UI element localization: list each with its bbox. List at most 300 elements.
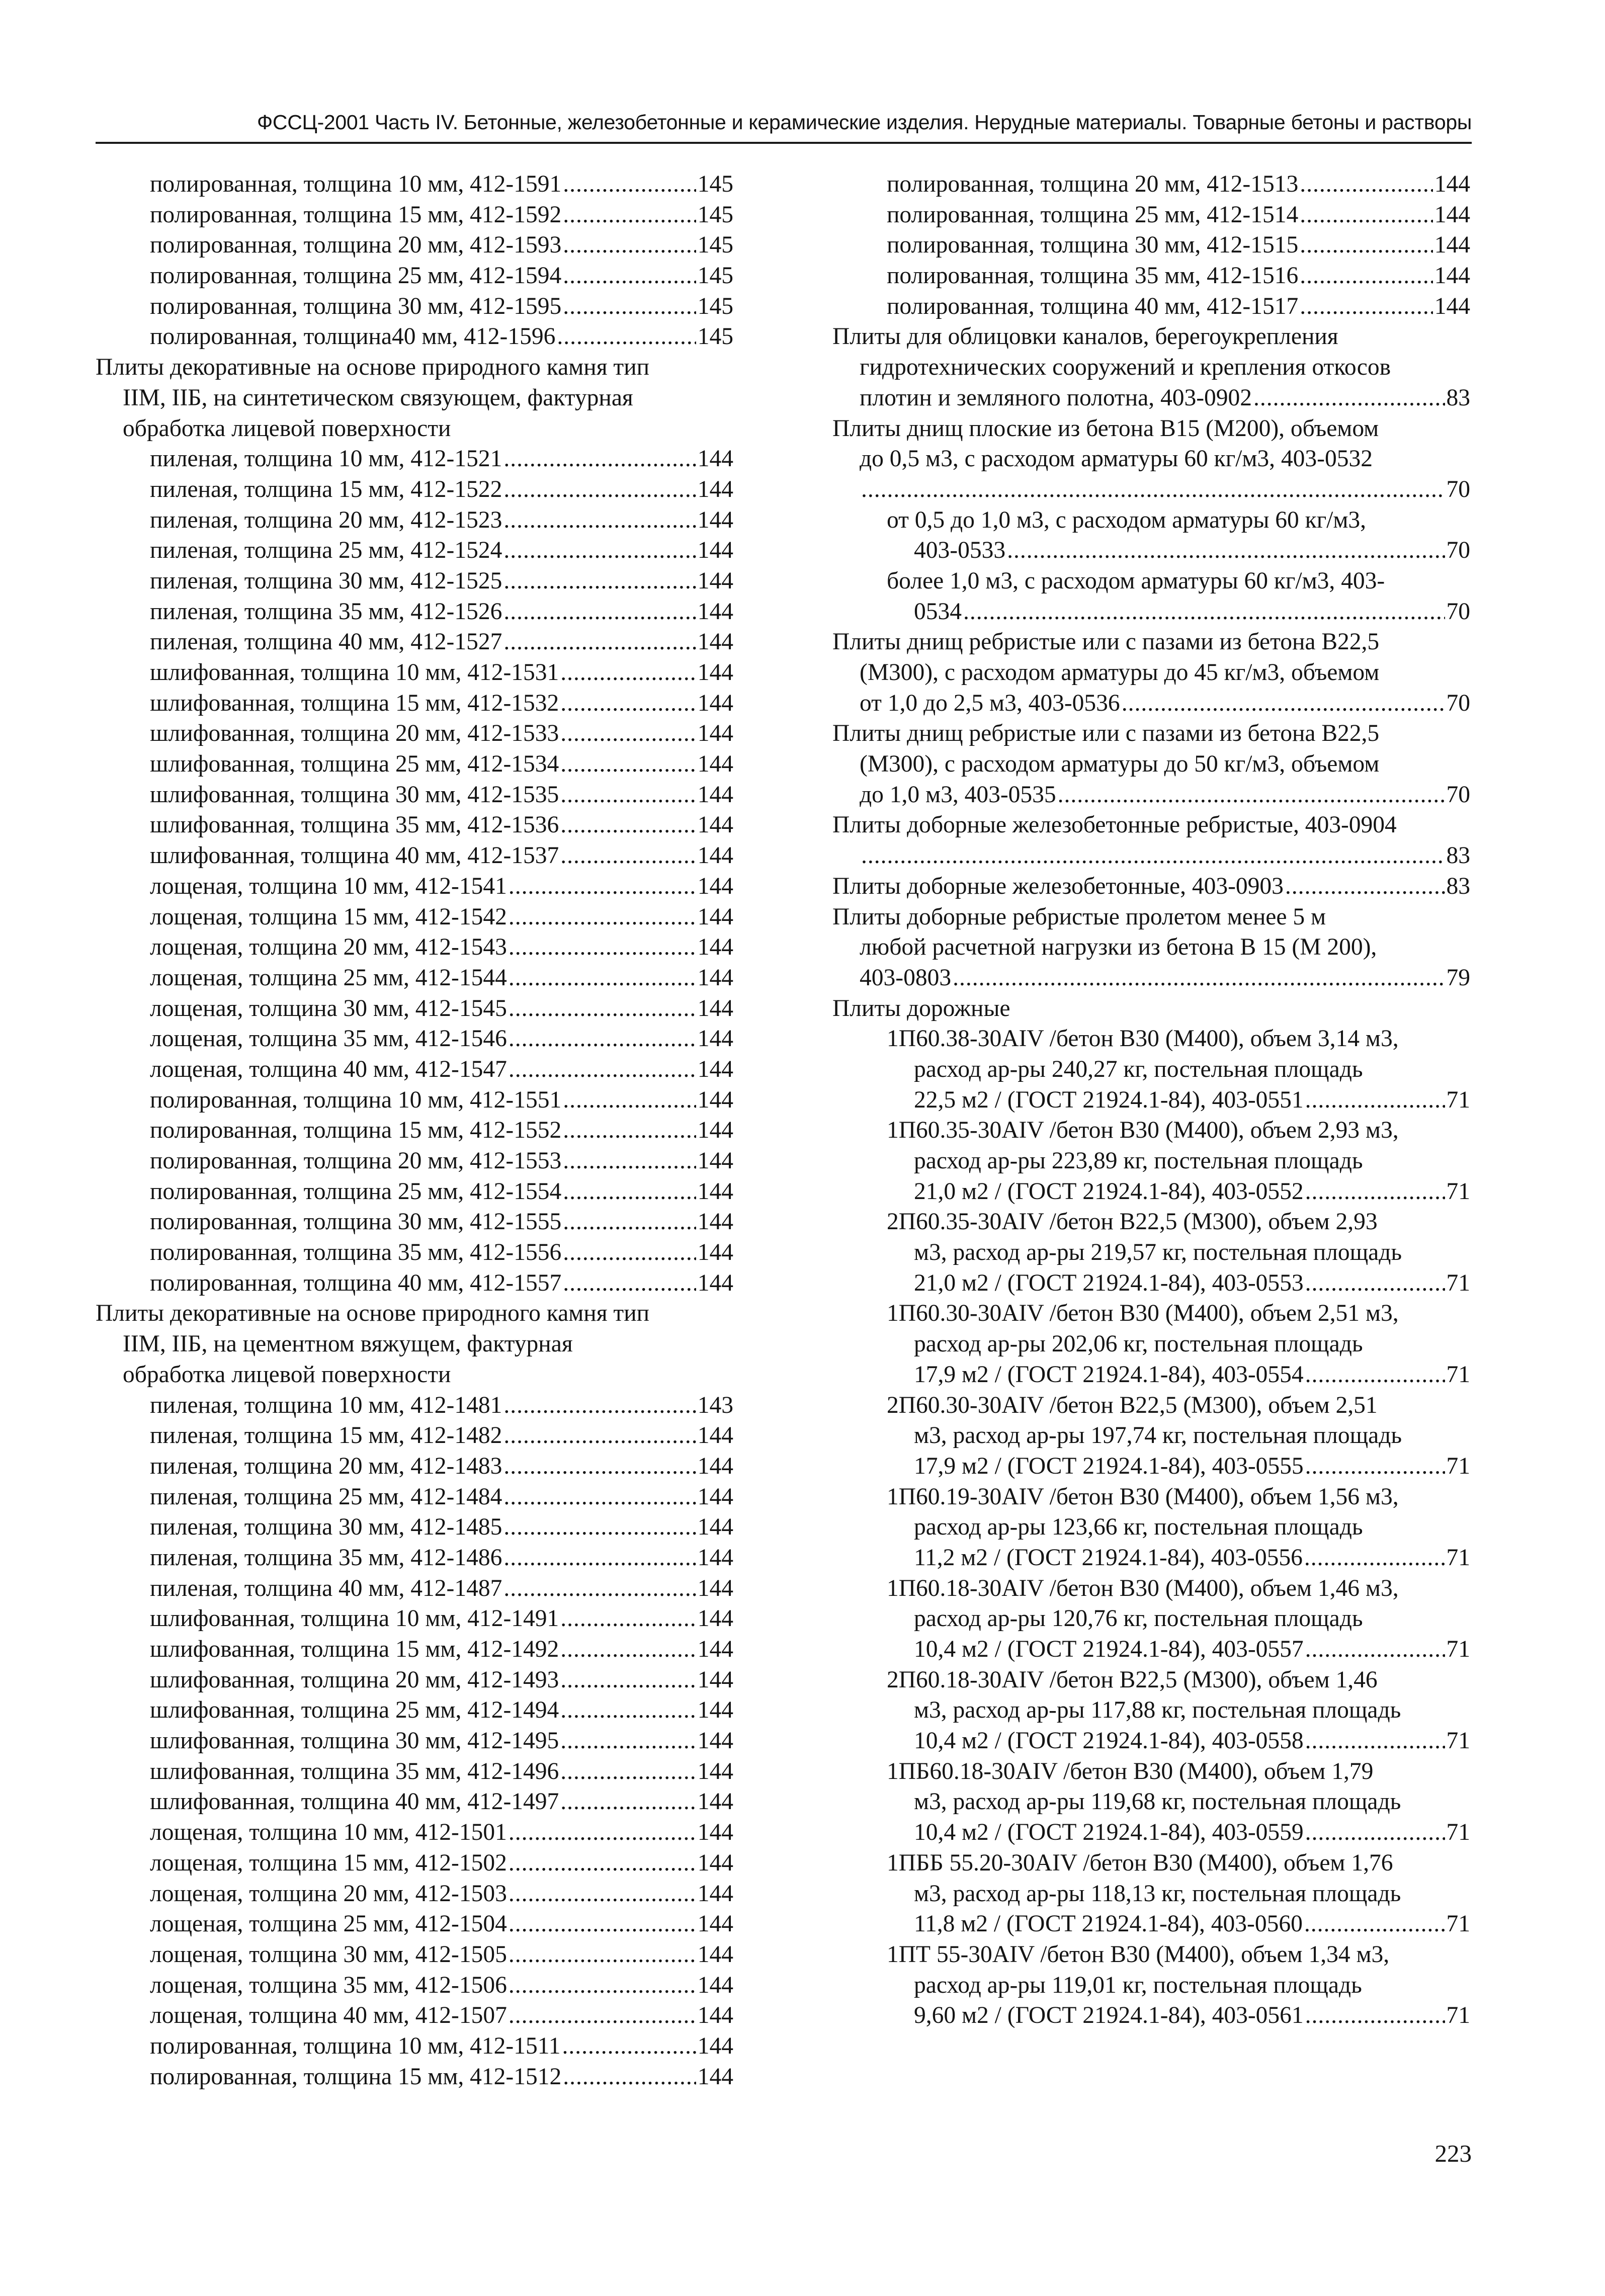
index-entry-text [832, 566, 1470, 597]
dot-leader [1007, 535, 1445, 566]
index-entry-text [832, 352, 1470, 383]
dot-leader [509, 902, 696, 932]
entry-text: лощеная, толщина 25 мм, 412-1544 [150, 964, 507, 991]
index-entry [96, 321, 733, 352]
entry-text: пиленая, толщина 20 мм, 412-1523 [150, 506, 502, 533]
entry-text: 1ПТ 55-30AIV /бетон В30 (М400), объем 1,34 м3, [887, 1941, 1390, 1968]
index-entry [96, 1420, 733, 1451]
entry-page-number: 144 [697, 537, 733, 564]
entry-text: пиленая, толщина 25 мм, 412-1484 [150, 1483, 502, 1510]
index-entry [96, 1054, 733, 1085]
entry-text: лощеная, толщина 30 мм, 412-1505 [150, 1941, 507, 1968]
index-entry-text [832, 810, 1470, 840]
dot-leader [563, 1176, 696, 1207]
dot-leader [963, 597, 1445, 627]
index-entry-text [832, 1115, 1470, 1146]
entry-page-number: 144 [697, 1728, 733, 1754]
dot-leader [503, 1451, 696, 1482]
index-entry [96, 1207, 733, 1237]
entry-text: полированная, толщина 40 мм, 412-1517 [887, 293, 1299, 319]
index-entry [96, 810, 733, 840]
entry-text: пиленая, толщина 25 мм, 412-1524 [150, 537, 502, 564]
entry-text: 10,4 м2 / (ГОСТ 21924.1-84), 403-0558 [914, 1728, 1304, 1754]
dot-leader [563, 1146, 696, 1176]
index-entry [96, 1451, 733, 1482]
entry-text: Плиты декоративные на основе природного камня тип [96, 354, 650, 381]
entry-text: пиленая, толщина 40 мм, 412-1487 [150, 1575, 502, 1601]
dot-leader [1300, 230, 1433, 261]
entry-page-number: 144 [697, 842, 733, 869]
entry-text: Плиты декоративные на основе природного камня тип [96, 1300, 650, 1327]
entry-page-number: 144 [697, 567, 733, 594]
index-entry-text [832, 1939, 1470, 1970]
index-entry [96, 1756, 733, 1787]
index-entry [832, 535, 1470, 566]
index-entry-text [832, 1665, 1470, 1695]
dot-leader [560, 1695, 696, 1726]
dot-leader [503, 505, 696, 536]
index-entry-text [832, 627, 1470, 657]
entry-text: лощеная, толщина 20 мм, 412-1503 [150, 1880, 507, 1907]
index-entry [96, 902, 733, 932]
dot-leader [1122, 688, 1445, 719]
index-entry-text [832, 1879, 1470, 1909]
index-entry [96, 1573, 733, 1604]
entry-page-number: 144 [697, 2063, 733, 2090]
index-entry-text [832, 1573, 1470, 1604]
index-entry [832, 1359, 1470, 1390]
entry-page-number: 144 [697, 812, 733, 838]
entry-page-number: 144 [697, 1697, 733, 1724]
entry-text: полированная, толщина 15 мм, 412-1552 [150, 1117, 562, 1144]
dot-leader [560, 688, 696, 719]
entry-text: пиленая, толщина 35 мм, 412-1526 [150, 598, 502, 625]
dot-leader [560, 657, 696, 688]
index-entry [96, 1176, 733, 1207]
index-entry [96, 688, 733, 719]
dot-leader [1300, 169, 1433, 200]
dot-leader [503, 1573, 696, 1604]
dot-leader [503, 627, 696, 657]
dot-leader [1305, 1451, 1445, 1482]
dot-leader [509, 932, 696, 963]
entry-text: полированная, толщина 30 мм, 412-1515 [887, 232, 1299, 259]
index-entry-text [832, 1848, 1470, 1879]
index-entry-text [832, 1756, 1470, 1787]
dot-leader [563, 2062, 696, 2092]
index-entry [96, 261, 733, 291]
header-rule [96, 142, 1472, 144]
index-entry [96, 1085, 733, 1116]
dot-leader [953, 963, 1445, 993]
entry-text: полированная, толщина 25 мм, 412-1554 [150, 1178, 562, 1205]
dot-leader [563, 169, 696, 200]
index-entry [832, 1176, 1470, 1207]
entry-text: 9,60 м2 / (ГОСТ 21924.1-84), 403-0561 [914, 2002, 1304, 2029]
index-entry [96, 200, 733, 230]
running-header: ФССЦ-2001 Часть IV. Бетонные, железобетонные и керамические изделия. Нерудные материалы. Товарные бетоны и растворы [257, 111, 1472, 134]
index-entry [96, 1024, 733, 1054]
dot-leader [560, 1665, 696, 1695]
entry-text: шлифованная, толщина 30 мм, 412-1495 [150, 1728, 559, 1754]
entry-page-number: 144 [697, 446, 733, 472]
entry-page-number: 144 [697, 995, 733, 1022]
entry-page-number: 70 [1446, 476, 1470, 502]
index-entry-text [96, 1329, 733, 1359]
entry-page-number: 144 [697, 2002, 733, 2029]
entry-text: 2П60.18-30AIV /бетон В22,5 (М300), объем 1,46 [887, 1666, 1378, 1693]
index-entry-text [96, 352, 733, 383]
entry-page-number: 144 [697, 690, 733, 716]
index-entry-text [832, 444, 1470, 474]
entry-text: 403-0803 [860, 964, 952, 991]
entry-text: обработка лицевой поверхности [123, 1361, 451, 1388]
entry-text: 10,4 м2 / (ГОСТ 21924.1-84), 403-0557 [914, 1636, 1304, 1662]
entry-page-number: 83 [1446, 842, 1470, 869]
dot-leader [560, 1756, 696, 1787]
entry-text: до 0,5 м3, с расходом арматуры 60 кг/м3, 403-0532 [860, 446, 1373, 472]
entry-text: м3, расход ар-ры 219,57 кг, постельная площадь [914, 1239, 1402, 1266]
entry-page-number: 144 [697, 1514, 733, 1541]
entry-text: расход ар-ры 120,76 кг, постельная площадь [914, 1605, 1363, 1632]
index-entry [96, 1879, 733, 1909]
index-entry [96, 2031, 733, 2062]
index-entry [96, 169, 733, 200]
index-entry-text [832, 1603, 1470, 1634]
index-entry [832, 871, 1470, 902]
entry-page-number: 144 [697, 1789, 733, 1815]
dot-leader [560, 810, 696, 840]
entry-text: IIM, IIБ, на синтетическом связующем, фактурная [123, 384, 633, 411]
entry-page-number: 145 [697, 323, 733, 350]
index-entry-text [832, 1054, 1470, 1085]
entry-text: 1П60.38-30AIV /бетон В30 (М400), объем 3,14 м3, [887, 1026, 1399, 1052]
dot-leader [509, 1848, 696, 1879]
entry-text: лощеная, толщина 30 мм, 412-1545 [150, 995, 507, 1022]
entry-page-number: 144 [697, 964, 733, 991]
entry-text: расход ар-ры 240,27 кг, постельная площадь [914, 1056, 1363, 1082]
entry-text: 10,4 м2 / (ГОСТ 21924.1-84), 403-0559 [914, 1819, 1304, 1846]
entry-page-number: 71 [1446, 1911, 1470, 1937]
page-number: 223 [1434, 2140, 1472, 2167]
entry-text: 22,5 м2 / (ГОСТ 21924.1-84), 403-0551 [914, 1086, 1304, 1113]
entry-page-number: 71 [1446, 1269, 1470, 1296]
index-entry [96, 566, 733, 597]
dot-leader [563, 1115, 696, 1146]
entry-page-number: 70 [1446, 537, 1470, 564]
dot-leader [509, 1939, 696, 1970]
entry-page-number: 144 [697, 1056, 733, 1082]
dot-leader [509, 993, 696, 1024]
index-entry-text [832, 413, 1470, 444]
dot-leader [563, 1207, 696, 1237]
entry-page-number: 145 [697, 171, 733, 197]
entry-text: (М300), с расходом арматуры до 45 кг/м3, объемом [860, 659, 1380, 686]
index-entry [96, 657, 733, 688]
index-entry-text [832, 657, 1470, 688]
index-entry [832, 780, 1470, 810]
entry-page-number: 70 [1446, 781, 1470, 808]
entry-page-number: 70 [1446, 598, 1470, 625]
index-entry-text [832, 1512, 1470, 1543]
entry-text: плотин и земляного полотна, 403-0902 [860, 384, 1252, 411]
entry-text: полированная, толщина 35 мм, 412-1516 [887, 263, 1299, 289]
dot-leader [1305, 1085, 1445, 1116]
entry-page-number: 144 [697, 1880, 733, 1907]
entry-page-number: 144 [697, 506, 733, 533]
entry-text: Плиты доборные железобетонные ребристые, 403-0904 [832, 812, 1397, 838]
entry-text: шлифованная, толщина 35 мм, 412-1496 [150, 1758, 559, 1784]
dot-leader [1305, 1817, 1445, 1848]
entry-text: Плиты для облицовки каналов, берегоукрепления [832, 323, 1338, 350]
index-entry [832, 1634, 1470, 1665]
index-entry-text [832, 1390, 1470, 1421]
dot-leader [1305, 1176, 1445, 1207]
entry-text: м3, расход ар-ры 197,74 кг, постельная площадь [914, 1422, 1402, 1449]
dot-leader [1300, 200, 1433, 230]
index-entry [96, 749, 733, 780]
entry-text: от 0,5 до 1,0 м3, с расходом арматуры 60 кг/м3, [887, 506, 1367, 533]
index-entry [96, 1787, 733, 1817]
entry-page-number: 71 [1446, 1361, 1470, 1388]
entry-page-number: 144 [697, 1636, 733, 1662]
index-entry [832, 2000, 1470, 2031]
dot-leader [1253, 383, 1445, 413]
entry-text: шлифованная, толщина 25 мм, 412-1494 [150, 1697, 559, 1724]
entry-text: пиленая, толщина 15 мм, 412-1482 [150, 1422, 502, 1449]
entry-text: полированная, толщина 10 мм, 412-1511 [150, 2032, 561, 2059]
dot-leader [503, 1512, 696, 1543]
entry-page-number: 144 [697, 720, 733, 747]
dot-leader [563, 1085, 696, 1116]
index-entry [832, 261, 1470, 291]
entry-text: Плиты доборные ребристые пролетом менее 5 м [832, 903, 1326, 930]
entry-page-number: 144 [697, 1941, 733, 1968]
index-entry-text [832, 1207, 1470, 1237]
index-entry [96, 2000, 733, 2031]
entry-page-number: 144 [1434, 171, 1470, 197]
dot-leader [1300, 261, 1433, 291]
dot-leader [509, 1970, 696, 2001]
dot-leader [1305, 1726, 1445, 1756]
index-entry [96, 1603, 733, 1634]
entry-text: Плиты дорожные [832, 995, 1010, 1022]
index-entry [832, 597, 1470, 627]
entry-page-number: 71 [1446, 1728, 1470, 1754]
dot-leader [509, 871, 696, 902]
dot-leader [563, 200, 696, 230]
index-entry [96, 1482, 733, 1512]
index-entry [96, 1909, 733, 1939]
entry-page-number: 70 [1446, 690, 1470, 716]
entry-text: 0534 [914, 598, 962, 625]
index-entry-text [832, 902, 1470, 932]
index-column-left [96, 169, 733, 2092]
entry-text: полированная, толщина 30 мм, 412-1555 [150, 1209, 562, 1235]
index-entry [832, 291, 1470, 322]
index-entry [96, 474, 733, 505]
index-entry-text [832, 1695, 1470, 1726]
index-entry [832, 230, 1470, 261]
entry-text: шлифованная, толщина 40 мм, 412-1497 [150, 1789, 559, 1815]
entry-text: полированная, толщина40 мм, 412-1596 [150, 323, 556, 350]
dot-leader [503, 566, 696, 597]
index-entry [832, 1909, 1470, 1939]
entry-text: 21,0 м2 / (ГОСТ 21924.1-84), 403-0552 [914, 1178, 1304, 1205]
entry-page-number: 144 [697, 2032, 733, 2059]
dot-leader [563, 261, 696, 291]
index-entry [96, 1695, 733, 1726]
entry-page-number: 144 [697, 1178, 733, 1205]
index-entry [832, 1085, 1470, 1116]
entry-page-number: 144 [697, 1269, 733, 1296]
index-entry-text [832, 1298, 1470, 1329]
entry-page-number: 144 [697, 1453, 733, 1479]
index-entry [96, 1848, 733, 1879]
dot-leader [503, 444, 696, 474]
entry-text: лощеная, толщина 35 мм, 412-1546 [150, 1026, 507, 1052]
entry-page-number: 144 [697, 1819, 733, 1846]
entry-text: лощеная, толщина 40 мм, 412-1547 [150, 1056, 507, 1082]
entry-text: лощеная, толщина 40 мм, 412-1507 [150, 2002, 507, 2029]
index-entry-text [832, 1970, 1470, 2001]
entry-page-number: 144 [697, 1026, 733, 1052]
entry-page-number: 144 [697, 1209, 733, 1235]
entry-page-number: 144 [1434, 201, 1470, 228]
entry-page-number: 144 [697, 629, 733, 655]
dot-leader [1305, 1268, 1445, 1299]
index-entry [96, 1726, 733, 1756]
entry-text: полированная, толщина 25 мм, 412-1514 [887, 201, 1299, 228]
entry-text: лощеная, толщина 10 мм, 412-1501 [150, 1819, 507, 1846]
entry-page-number: 145 [697, 293, 733, 319]
entry-text: Плиты днищ плоские из бетона В15 (М200), объемом [832, 415, 1379, 442]
index-entry [96, 1268, 733, 1299]
entry-text: пиленая, толщина 15 мм, 412-1522 [150, 476, 502, 502]
dot-leader [509, 1817, 696, 1848]
entry-text: полированная, толщина 15 мм, 412-1592 [150, 201, 562, 228]
entry-text: полированная, толщина 10 мм, 412-1551 [150, 1086, 562, 1113]
entry-text: пиленая, толщина 10 мм, 412-1521 [150, 446, 502, 472]
entry-page-number: 144 [697, 1422, 733, 1449]
index-entry [96, 1634, 733, 1665]
index-entry [96, 932, 733, 963]
dot-leader [509, 963, 696, 993]
index-entry [96, 1512, 733, 1543]
entry-text: полированная, толщина 20 мм, 412-1593 [150, 232, 562, 259]
entry-text: 1П60.18-30AIV /бетон В30 (М400), объем 1,46 м3, [887, 1575, 1399, 1601]
entry-text: шлифованная, толщина 40 мм, 412-1537 [150, 842, 559, 869]
entry-page-number: 144 [1434, 293, 1470, 319]
entry-text: любой расчетной нагрузки из бетона В 15 (М 200), [860, 934, 1377, 961]
entry-page-number: 144 [697, 1239, 733, 1266]
entry-text: 2П60.35-30AIV /бетон В22,5 (М300), объем 2,93 [887, 1209, 1378, 1235]
entry-text: расход ар-ры 223,89 кг, постельная площадь [914, 1148, 1363, 1174]
index-entry-text [96, 1298, 733, 1329]
dot-leader [1058, 780, 1445, 810]
entry-text: шлифованная, толщина 15 мм, 412-1492 [150, 1636, 559, 1662]
entry-page-number: 144 [697, 1849, 733, 1876]
index-entry-text [832, 1329, 1470, 1359]
dot-leader [861, 474, 1445, 505]
entry-page-number: 145 [697, 201, 733, 228]
index-entry [832, 1726, 1470, 1756]
dot-leader [503, 474, 696, 505]
entry-text: 1ПББ 55.20-30AIV /бетон В30 (М400), объем 1,76 [887, 1849, 1393, 1876]
entry-text: гидротехнических сооружений и крепления откосов [860, 354, 1391, 381]
entry-text: 1П60.35-30AIV /бетон В30 (М400), объем 2,93 м3, [887, 1117, 1399, 1144]
dot-leader [563, 1268, 696, 1299]
index-entry [832, 200, 1470, 230]
entry-text: 403-0533 [914, 537, 1006, 564]
index-entry [96, 444, 733, 474]
entry-page-number: 144 [697, 1148, 733, 1174]
index-entry-text [832, 1146, 1470, 1176]
dot-leader [1304, 1909, 1445, 1939]
dot-leader [1300, 291, 1433, 322]
entry-text: шлифованная, толщина 10 мм, 412-1491 [150, 1605, 559, 1632]
entry-text: 17,9 м2 / (ГОСТ 21924.1-84), 403-0555 [914, 1453, 1304, 1479]
entry-text: Плиты днищ ребристые или с пазами из бетона В22,5 [832, 629, 1380, 655]
entry-page-number: 71 [1446, 1178, 1470, 1205]
index-entry [96, 627, 733, 657]
entry-text: полированная, толщина 20 мм, 412-1553 [150, 1148, 562, 1174]
index-entry-text [832, 993, 1470, 1024]
index-entry [96, 230, 733, 261]
index-entry [832, 688, 1470, 719]
index-entry-text [832, 749, 1470, 780]
index-entry-text [832, 718, 1470, 749]
entry-text: шлифованная, толщина 15 мм, 412-1532 [150, 690, 559, 716]
index-entry [96, 505, 733, 536]
entry-text: полированная, толщина 25 мм, 412-1594 [150, 263, 562, 289]
index-entry [832, 383, 1470, 413]
entry-page-number: 144 [697, 781, 733, 808]
entry-page-number: 83 [1446, 384, 1470, 411]
entry-text: лощеная, толщина 15 мм, 412-1542 [150, 903, 507, 930]
entry-text: шлифованная, толщина 20 мм, 412-1533 [150, 720, 559, 747]
dot-leader [562, 2031, 696, 2062]
dot-leader [563, 230, 696, 261]
index-entry [96, 1939, 733, 1970]
entry-text: полированная, толщина 30 мм, 412-1595 [150, 293, 562, 319]
entry-text: шлифованная, толщина 35 мм, 412-1536 [150, 812, 559, 838]
index-entry [96, 718, 733, 749]
entry-text: шлифованная, толщина 30 мм, 412-1535 [150, 781, 559, 808]
entry-page-number: 144 [697, 476, 733, 502]
entry-text: IIM, IIБ, на цементном вяжущем, фактурная [123, 1331, 573, 1357]
index-column-right [832, 169, 1470, 2031]
dot-leader [1304, 1543, 1445, 1573]
entry-page-number: 144 [697, 1483, 733, 1510]
index-entry-text [832, 1237, 1470, 1268]
entry-page-number: 145 [697, 232, 733, 259]
index-entry [832, 1543, 1470, 1573]
index-entry [96, 597, 733, 627]
dot-leader [560, 1726, 696, 1756]
entry-page-number: 144 [697, 659, 733, 686]
dot-leader [509, 2000, 696, 2031]
entry-text: расход ар-ры 202,06 кг, постельная площадь [914, 1331, 1363, 1357]
entry-page-number: 71 [1446, 1636, 1470, 1662]
entry-text: 1П60.30-30AIV /бетон В30 (М400), объем 2,51 м3, [887, 1300, 1399, 1327]
entry-text: Плиты доборные железобетонные, 403-0903 [832, 873, 1284, 899]
entry-page-number: 144 [697, 1117, 733, 1144]
entry-text: полированная, толщина 20 мм, 412-1513 [887, 171, 1299, 197]
entry-text: лощеная, толщина 25 мм, 412-1504 [150, 1911, 507, 1937]
entry-text: пиленая, толщина 35 мм, 412-1486 [150, 1544, 502, 1571]
entry-text: шлифованная, толщина 20 мм, 412-1493 [150, 1666, 559, 1693]
